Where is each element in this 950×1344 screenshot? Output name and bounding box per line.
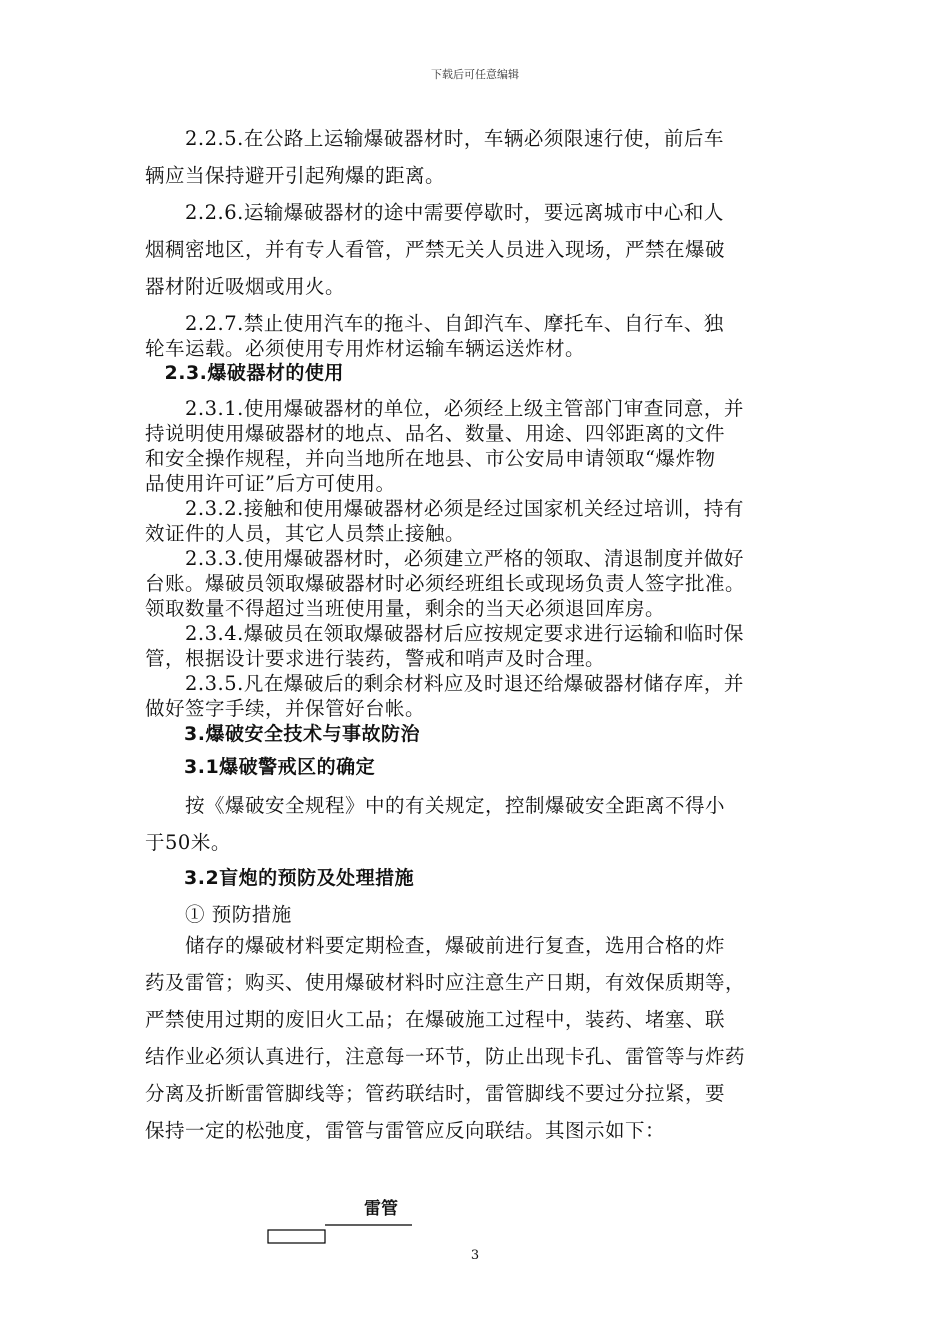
text-line: 持说明使用爆破器材的地点、品名、数量、用途、四邻距离的文件 [145, 422, 726, 445]
paragraph-3-2 [145, 927, 835, 1149]
text-line: 烟稠密地区，并有专人看管，严禁无关人员进入现场，严禁在爆破 [145, 238, 726, 261]
text-line: 领取数量不得超过当班使用量，剩余的当天必须退回库房。 [145, 597, 666, 620]
diagram-label: 雷管 [364, 1199, 398, 1219]
text-line: 2.3.1.使用爆破器材的单位，必须经上级主管部门审查同意，并 [145, 397, 744, 420]
text-line: 2.2.7.禁止使用汽车的拖斗、自卸汽车、摩托车、自行车、独 [145, 312, 724, 335]
text-line: 轮车运载。必须使用专用炸材运输车辆运送炸材。 [145, 337, 586, 360]
page-header: 下载后可任意编辑 [431, 68, 519, 81]
text-line: 2.3.5.凡在爆破后的剩余材料应及时退还给爆破器材储存库，并 [145, 672, 744, 695]
text-line: 分离及折断雷管脚线等；管药联结时，雷管脚线不要过分拉紧，要 [145, 1082, 726, 1105]
text-line: 2.2.5.在公路上运输爆破器材时，车辆必须限速行使，前后车 [145, 127, 724, 150]
heading-3: 3.爆破安全技术与事故防治 [145, 723, 420, 745]
text-line: 品使用许可证”后方可使用。 [145, 472, 396, 495]
heading-2-3: 2.3.爆破器材的使用 [145, 362, 344, 384]
text-line: 结作业必须认真进行，注意每一环节，防止出现卡孔、雷管等与炸药 [145, 1045, 746, 1068]
text-line: 保持一定的松弛度，雷管与雷管应反向联结。其图示如下： [145, 1119, 666, 1142]
text-line: 效证件的人员，其它人员禁止接触。 [145, 522, 466, 545]
text-line: 辆应当保持避开引起殉爆的距离。 [145, 164, 446, 187]
text-line: 和安全操作规程，并向当地所在地县、市公安局申请领取“爆炸物 [145, 447, 716, 470]
text-line: 2.3.4.爆破员在领取爆破器材后应按规定要求进行运输和临时保 [145, 622, 744, 645]
paragraph-2-2-5 [145, 120, 835, 194]
text-line: 2.2.6.运输爆破器材的途中需要停歇时，要远离城市中心和人 [145, 201, 724, 224]
text-line: 做好签字手续，并保管好台帐。 [145, 697, 426, 720]
paragraph-2-3-1 [145, 396, 835, 721]
text-line: 按《爆破安全规程》中的有关规定，控制爆破安全距离不得小 [145, 794, 726, 817]
paragraph-3-1 [145, 787, 835, 861]
heading-3-2: 3.2盲炮的预防及处理措施 [145, 867, 415, 889]
text-line: 严禁使用过期的废旧火工品；在爆破施工过程中，装药、堵塞、联 [145, 1008, 726, 1031]
paragraph-2-2-6 [145, 194, 835, 305]
page-number: 3 [470, 1248, 480, 1263]
heading-3-1: 3.1爆破警戒区的确定 [145, 756, 376, 778]
detonator-body [268, 1230, 325, 1243]
text-line: 储存的爆破材料要定期检查，爆破前进行复查，选用合格的炸 [145, 934, 726, 957]
text-line: 2.3.2.接触和使用爆破器材必须是经过国家机关经过培训，持有 [145, 497, 744, 520]
subheading-prevention: ① 预防措施 [145, 903, 292, 926]
text-line: 台账。爆破员领取爆破器材时必须经班组长或现场负责人签字批准。 [145, 572, 746, 595]
text-line: 器材附近吸烟或用火。 [145, 275, 346, 298]
text-line: 管，根据设计要求进行装药，警戒和哨声及时合理。 [145, 647, 606, 670]
text-line: 2.3.3.使用爆破器材时，必须建立严格的领取、清退制度并做好 [145, 547, 744, 570]
text-line: 药及雷管；购买、使用爆破材料时应注意生产日期，有效保质期等， [145, 971, 746, 994]
text-line: 于50米。 [145, 831, 231, 854]
paragraph-2-2-7 [145, 311, 835, 361]
